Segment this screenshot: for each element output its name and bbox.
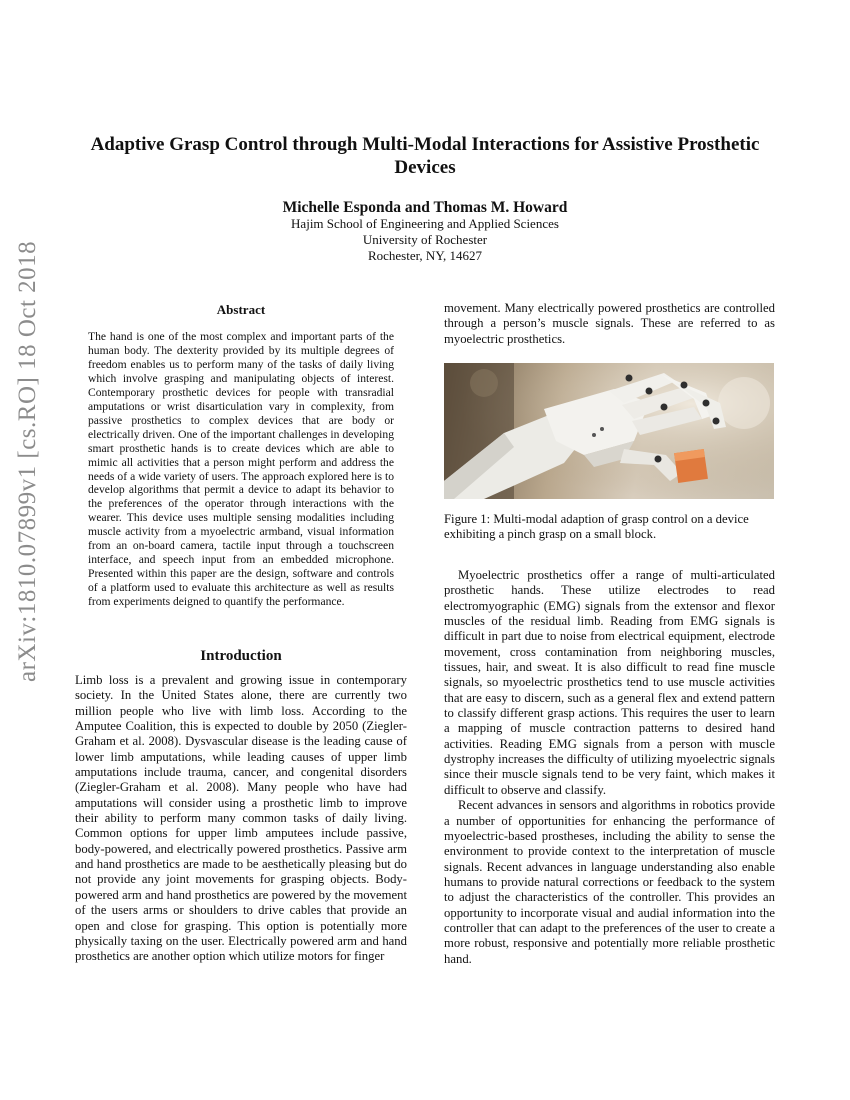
paragraph-myoelectric: Myoelectric prosthetics offer a range of multi-articulated prosthetic hands. These utilize electrodes to read electromyographic (EMG) signals from the extensor and flexor muscles of the residual limb. Reading from EMG signals is difficult in part due to noise from electrical equipment, electrode movement, cross contamination from neighboring muscles, tissues, hair, and sweat. It is also difficult to read fine muscle signals, so myoelectric prosthetics tend to use muscle activities that are easy to discern, such as a general flex and extend pattern to classify different grasp actions. This requires the user to learn a mapping of muscle contraction patterns to desired hand activities. Reading EMG signals from a person with muscle dystrophy increases the difficulty of utilizing myoelectric signals since their muscle signals tend to be very faint, which makes it difficult to observe and classify. [444,568,775,797]
figure-caption: Figure 1: Multi-modal adaption of grasp control on a device exhibiting a pinch grasp on a small block. [444,512,749,542]
introduction-heading: Introduction [200,648,282,664]
affiliation-university: University of Rochester [362,232,488,247]
paragraph-recent-advances: Recent advances in sensors and algorithms in robotics provide a number of opportunities for enhancing the performance of myoelectric-based prostheses, including the ability to sense the environment to provide context to the interpretation of muscle signals. Recent advances in language understanding also enable humans to provide natural corrections or feedback to the system to adjust the characteristics of the controller. This provides an opportunity to incorporate visual and audial information into the controller that can adapt to the preferences of the user to create a more robust, responsive and potentially more reliable prosthetic hand. [444,798,775,966]
affiliation [75,216,775,264]
right-column-body [444,568,775,967]
paper-authors: Michelle Esponda and Thomas M. Howard [282,199,568,216]
arxiv-identifier: arXiv:1810.07899v1 [cs.RO] 18 Oct 2018 [14,240,41,682]
prosthetic-hand-illustration [444,363,774,499]
introduction-text: Limb loss is a prevalent and growing issue in contemporary society. In the United States alone, there are currently two million people who live with limb loss. According to the Amputee Coalition, this is expected to double by 2050 (Ziegler-Graham et al. 2008). Dysvascular disease is the leading cause of lower limb amputations, while leading causes of upper limb amputations include trauma, cancer, and congenital disorders (Ziegler-Graham et al. 2008). Many people who have had amputations will consider using a prosthetic limb to improve their ability to perform many common tasks of daily living. Common options for upper limb amputees include passive, body-powered, and electrically powered prosthetics. Passive arm and hand prosthetics are made to be aesthetically pleasing but do not provide any joint movements for grasping objects. Body-powered arm and hand prosthetics are powered by the movement of the users arms or shoulders to drive cables that provide an open and close for grasping. This option is potentially more physically taxing on the user. Electrically powered arm and hand prosthetics are another option which utilize motors for finger [75,673,407,964]
paper-title: Adaptive Grasp Control through Multi-Modal Interactions for Assistive Prosthetic Devices [90,134,760,178]
continuation-text: movement. Many electrically powered prosthetics are controlled through a person’s muscle signals. These are referred to as myoelectric prosthetics. [444,301,775,346]
figure-prosthetic-hand-photo [444,363,774,499]
affiliation-location: Rochester, NY, 14627 [367,248,483,263]
abstract-heading: Abstract [216,302,266,317]
abstract-text: The hand is one of the most complex and important parts of the human body. The dexterity provided by its multiple degrees of freedom enables us to perform many of the tasks of daily living which involve grasping and manipulating objects of interest. Contemporary prosthetic devices for people with transradial amputations or wrist disarticulation vary in complexity, from passive prosthetics to complex devices that are body or electrically driven. One of the important challenges in developing smart prosthetic hands is to create devices which are able to mimic all activities that a person might perform and address the needs of a wide variety of users. The approach explored here is to develop algorithms that permit a device to adapt its behavior to the preferences of the operator through interactions with the wearer. This device uses multiple sensing modalities including muscle activity from a myoelectric armband, visual information from an on-board camera, tactile input through a touchscreen interface, and speech input from an embedded microphone. Presented within this paper are the design, software and controls of a platform used to evaluate this architecture as well as results from experiments deigned to quantify the performance. [88,330,394,609]
affiliation-school: Hajim School of Engineering and Applied Sciences [291,216,559,231]
